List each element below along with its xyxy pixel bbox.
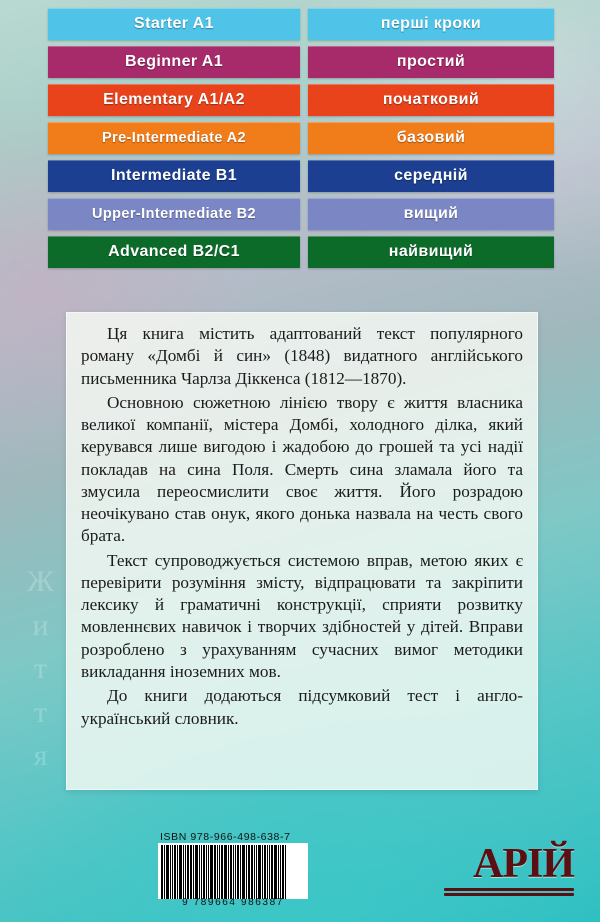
level-ua-advanced: найвищий <box>308 236 554 268</box>
table-row <box>48 122 554 154</box>
description-paragraph-1: Ця книга містить адаптований текст популярного роману «Домбі й син» (1848) видатного англійського письменника Чарлза Діккенса (1812—1870). <box>81 324 523 388</box>
level-cefr-intermediate: Intermediate B1 <box>48 160 300 192</box>
level-cefr-pre-intermediate: Pre-Intermediate A2 <box>48 122 300 154</box>
publisher-logo: АРІЙ <box>473 841 574 887</box>
publisher-logo-underline <box>444 888 574 895</box>
description-panel <box>66 312 538 790</box>
barcode-bars <box>161 845 305 899</box>
level-ua-intermediate: середній <box>308 160 554 192</box>
level-ua-elementary: початковий <box>308 84 554 116</box>
table-row <box>48 84 554 116</box>
table-row <box>48 236 554 268</box>
level-cefr-elementary: Elementary A1/A2 <box>48 84 300 116</box>
level-ua-starter: перші кроки <box>308 8 554 40</box>
decorative-watermark: Ж и т т я <box>27 565 55 772</box>
levels-table <box>48 8 554 268</box>
barcode-number: 9 789664 986387 <box>182 897 284 908</box>
table-row <box>48 160 554 192</box>
level-ua-pre-intermediate: базовий <box>308 122 554 154</box>
level-ua-beginner: простий <box>308 46 554 78</box>
table-row <box>48 8 554 40</box>
table-row <box>48 198 554 230</box>
level-cefr-beginner: Beginner A1 <box>48 46 300 78</box>
level-cefr-advanced: Advanced B2/C1 <box>48 236 300 268</box>
level-cefr-upper-intermediate: Upper-Intermediate B2 <box>48 198 300 230</box>
isbn-text: ISBN 978-966-498-638-7 <box>160 831 291 843</box>
level-cefr-starter: Starter A1 <box>48 8 300 40</box>
description-paragraph-3: Текст супроводжується системою вправ, метою яких є перевірити розуміння змісту, відпрацювати та закріпити лексику й граматичні конструкції, сприяти розвитку мовленнєвих навичок і творчих здібностей у дітей. Вправи розроблено з урахуванням сучасних вимог методики викладання іноземних мов. <box>81 550 523 681</box>
description-paragraph-4: До книги додаються підсумковий тест і англо-український словник. <box>81 686 523 728</box>
table-row <box>48 46 554 78</box>
barcode <box>158 843 308 899</box>
level-ua-upper-intermediate: вищий <box>308 198 554 230</box>
description-paragraph-2: Основною сюжетною лінією твору є життя власника великої компанії, містера Домбі, холодного ділка, який керувався лише вигодою і жадобою до грошей та усі надії покладав на сина Поля. Смерть сина зламала його та змусила переосмислити своє життя. Його розрадою неочікувано став онук, якого донька назвала на честь свого брата. <box>81 392 523 546</box>
